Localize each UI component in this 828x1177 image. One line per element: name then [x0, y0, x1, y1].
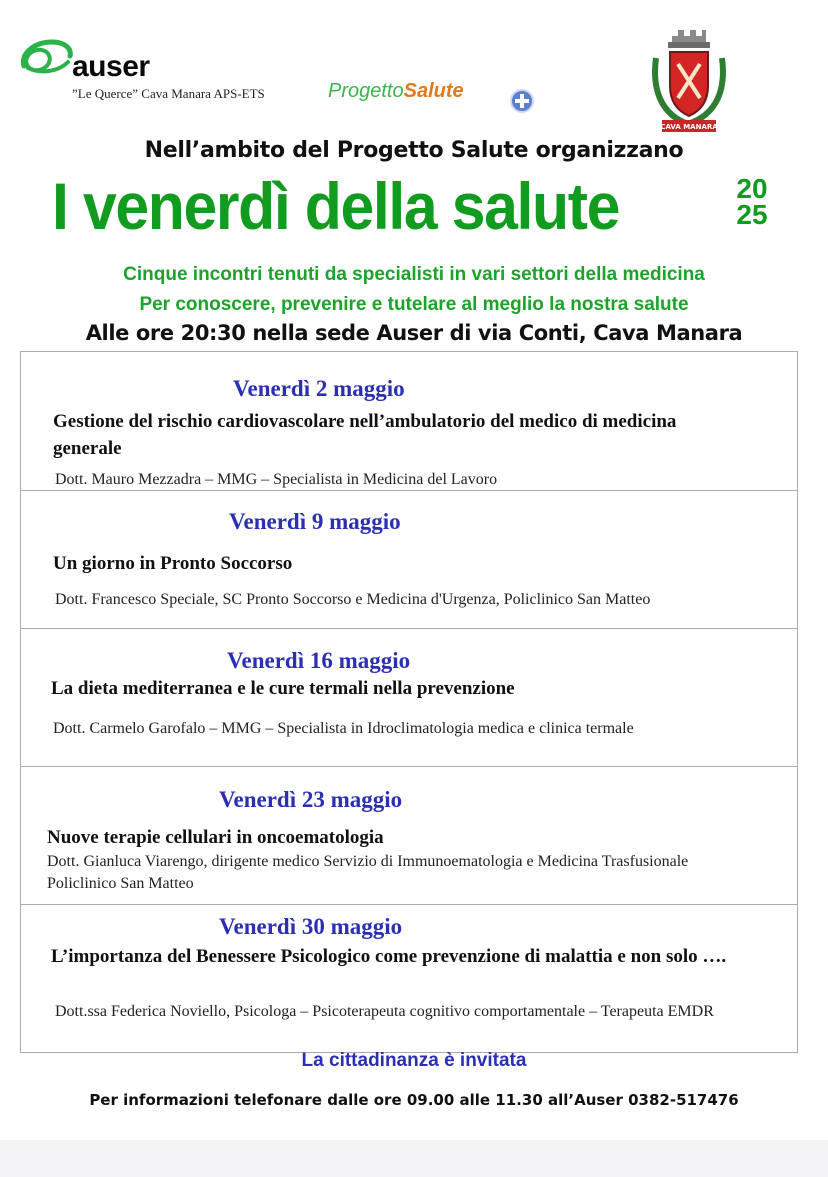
event-speaker: Dott. Gianluca Viarengo, dirigente medico Servizio di Immunoematologia e Medicina Trasfusionale Policlinico San Matteo	[47, 853, 689, 892]
invitation-line: La cittadinanza è invitata	[301, 1050, 527, 1071]
progetto-bold: Salute	[403, 80, 464, 102]
event-speaker: Dott. Francesco Speciale, SC Pronto Soccorso e Medicina d'Urgenza, Policlinico San Matteo	[55, 591, 651, 608]
event-topic: Un giorno in Pronto Soccorso	[53, 553, 293, 574]
auser-subtitle: ”Le Querce” Cava Manara APS-ETS	[72, 86, 265, 101]
event-row	[21, 629, 797, 767]
event-topic: L’importanza del Benessere Psicologico come prevenzione di malattia e non solo ….	[51, 946, 727, 967]
auser-logo-icon	[18, 36, 74, 82]
subtitle-line-2: Per conoscere, prevenire e tutelare al meglio la nostra salute	[139, 294, 689, 315]
progetto-salute-logo	[328, 80, 464, 103]
event-speaker: Dott.ssa Federica Noviello, Psicologa – Psicoterapeuta cognitivo comportamentale – Terapeuta EMDR	[55, 1003, 714, 1020]
crest-label: CAVA MANARA	[660, 123, 718, 131]
event-speaker: Dott. Carmelo Garofalo – MMG – Specialista in Idroclimatologia medica e clinica termale	[53, 720, 634, 737]
info-phone-line: Per informazioni telefonare dalle ore 09.00 alle 11.30 all’Auser 0382-517476	[89, 1091, 739, 1109]
main-title: I venerdì della salute	[52, 169, 619, 243]
events-table	[20, 351, 798, 1053]
event-row	[21, 491, 797, 629]
progetto-salute-cross-icon	[509, 88, 535, 114]
event-date: Venerdì 9 maggio	[229, 509, 401, 534]
event-date: Venerdì 16 maggio	[227, 648, 411, 673]
progetto-prefix: Progetto	[328, 80, 404, 102]
event-row	[21, 352, 797, 491]
event-date: Venerdì 23 maggio	[219, 787, 403, 812]
event-date: Venerdì 30 maggio	[219, 914, 403, 939]
cava-manara-crest-icon	[648, 28, 730, 136]
auser-name: auser	[72, 50, 150, 83]
year-top: 20	[736, 173, 768, 204]
intro-line: Nell’ambito del Progetto Salute organizzano	[144, 138, 684, 163]
year-bottom: 25	[736, 199, 768, 230]
event-row	[21, 767, 797, 905]
page-bottom-strip	[0, 1140, 828, 1177]
auser-logo	[18, 36, 328, 106]
event-row	[21, 905, 797, 1052]
event-topic: Gestione del rischio cardiovascolare nell’ambulatorio del medico di medicina generale	[53, 411, 677, 459]
event-speaker: Dott. Mauro Mezzadra – MMG – Specialista in Medicina del Lavoro	[55, 471, 498, 488]
event-date: Venerdì 2 maggio	[233, 376, 405, 401]
year-badge	[732, 173, 772, 230]
event-topic: Nuove terapie cellulari in oncoematologia	[47, 827, 384, 848]
subtitle-line-1: Cinque incontri tenuti da specialisti in vari settori della medicina	[123, 264, 705, 285]
subtitle-line-3: Alle ore 20:30 nella sede Auser di via Conti, Cava Manara	[85, 321, 743, 345]
event-topic: La dieta mediterranea e le cure termali nella prevenzione	[51, 678, 515, 699]
